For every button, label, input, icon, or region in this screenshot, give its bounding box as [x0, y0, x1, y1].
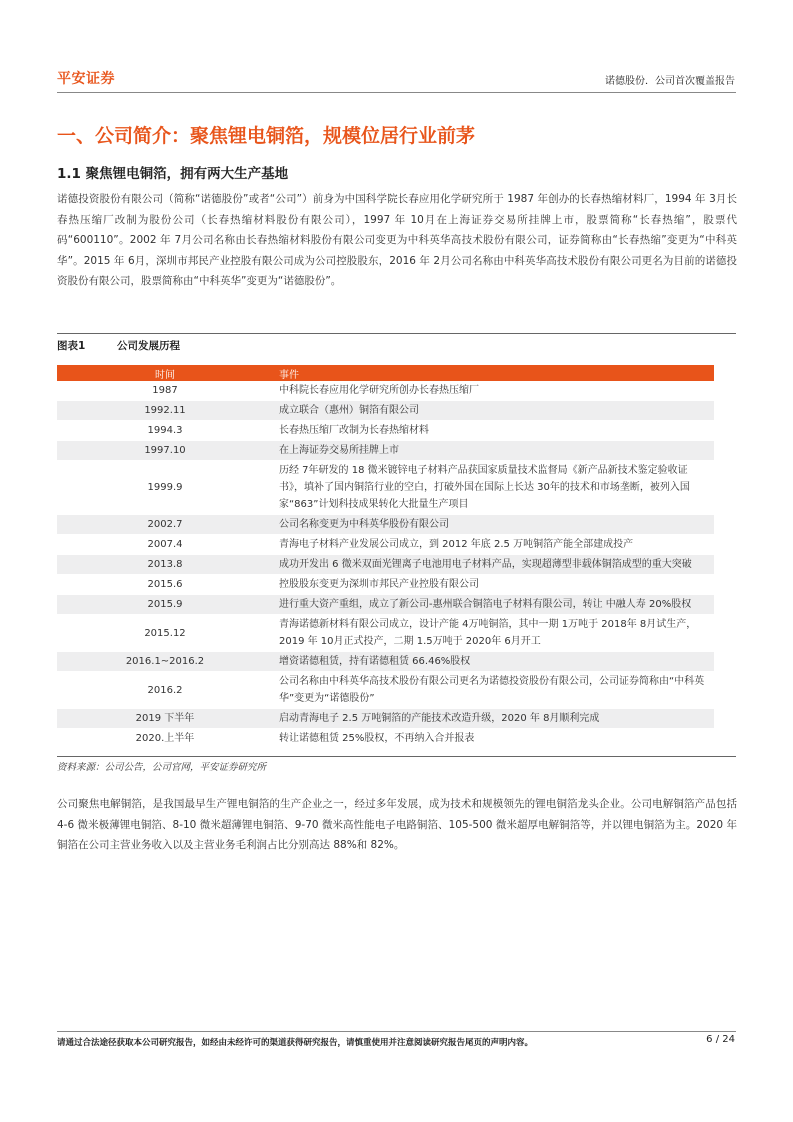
footer-divider	[57, 1031, 736, 1032]
cell-event: 长春热压缩厂改制为长春热缩材料	[273, 421, 714, 441]
figure-bottom-divider	[57, 756, 736, 757]
page-number: 6 / 24	[706, 1034, 735, 1045]
cell-event: 青海电子材料产业发展公司成立，到 2012 年底 2.5 万吨铜箔产能全部建成投产	[273, 535, 714, 555]
cell-time: 1987	[57, 381, 273, 401]
cell-time: 1994.3	[57, 421, 273, 441]
table-row	[57, 595, 714, 615]
cell-event: 成立联合（惠州）铜箔有限公司	[273, 401, 714, 421]
cell-time: 2016.2	[57, 672, 273, 709]
figure-label: 图表1	[57, 340, 86, 352]
table-row	[57, 401, 714, 421]
cell-event: 历经 7年研发的 18 微米镀锌电子材料产品获国家质量技术监督局《新产品新技术鉴定验收证书》，填补了国内铜箔行业的空白，打破外国在国际上长达 30年的技术和市场垄断，被列入国家“863”计划科技成果转化大批量生产项目	[273, 461, 714, 515]
cell-event: 进行重大资产重组，成立了新公司-惠州联合铜箔电子材料有限公司，转让 中融人寿 20%股权	[273, 595, 714, 615]
table-row	[57, 381, 714, 401]
cell-time: 2015.12	[57, 615, 273, 652]
report-title: 诺德股份．公司首次覆盖报告	[605, 76, 735, 87]
column-header-time: 时间	[57, 365, 273, 381]
intro-paragraph: 诺德投资股份有限公司（简称“诺德股份”或者“公司”）前身为中国科学院长春应用化学研究所于 1987 年创办的长春热缩材料厂，1994 年 3月长春热压缩厂改制为股份公司（长春热缩材料股份有限公司），1997 年 10月在上海证券交易所挂牌上市，股票简称“长春热缩”，股票代码“600110”。2002 年 7月公司名称由长春热缩材料股份有限公司变更为中科英华高技术股份有限公司，证券简称由“长春热缩”变更为“中科英华”。2015 年 6月，深圳市邦民产业控股有限公司成为公司控股股东，2016 年 2月公司名称由中科英华高技术股份有限公司更名为目前的诺德投资股份有限公司，股票简称由“中科英华”变更为“诺德股份”。	[57, 193, 737, 287]
table-row	[57, 555, 714, 575]
cell-event: 在上海证券交易所挂牌上市	[273, 441, 714, 461]
table-row	[57, 461, 714, 515]
table-row	[57, 535, 714, 555]
table-row	[57, 515, 714, 535]
figure-source: 资料来源：公司公告，公司官网，平安证券研究所	[57, 762, 267, 773]
brand-logo: 平安证券	[57, 71, 115, 87]
cell-event: 公司名称变更为中科英华股份有限公司	[273, 515, 714, 535]
table-body	[57, 381, 714, 749]
cell-time: 2007.4	[57, 535, 273, 555]
column-header-event: 事件	[273, 365, 714, 381]
section-title: 一、公司简介：聚焦锂电铜箔，规模位居行业前茅	[57, 125, 476, 147]
footer-disclaimer: 请通过合法途径获取本公司研究报告，如经由未经许可的渠道获得研究报告，请慎重使用并注意阅读研究报告尾页的声明内容。	[57, 1038, 534, 1048]
table-row	[57, 421, 714, 441]
cell-time: 2016.1~2016.2	[57, 652, 273, 672]
cell-time: 1999.9	[57, 461, 273, 515]
cell-time: 2002.7	[57, 515, 273, 535]
cell-time: 2015.9	[57, 595, 273, 615]
cell-event: 启动青海电子 2.5 万吨铜箔的产能技术改造升级，2020 年 8月顺利完成	[273, 709, 714, 729]
table-row	[57, 729, 714, 749]
table-row	[57, 709, 714, 729]
figure-top-divider	[57, 333, 736, 334]
cell-time: 1992.11	[57, 401, 273, 421]
cell-event: 控股股东变更为深圳市邦民产业控股有限公司	[273, 575, 714, 595]
table-header-row	[57, 365, 714, 381]
header-divider	[57, 92, 736, 93]
cell-time: 1997.10	[57, 441, 273, 461]
cell-event: 成功开发出 6 微米双面光锂离子电池用电子材料产品，实现超薄型非载体铜箔成型的重大突破	[273, 555, 714, 575]
cell-time: 2020.上半年	[57, 729, 273, 749]
figure-title	[57, 338, 180, 353]
table-row	[57, 615, 714, 652]
history-table	[57, 365, 714, 749]
subsection-title: 1.1 聚焦锂电铜箔，拥有两大生产基地	[57, 166, 289, 182]
cell-event: 增资诺德租赁，持有诺德租赁 66.46%股权	[273, 652, 714, 672]
cell-time: 2015.6	[57, 575, 273, 595]
table-row	[57, 575, 714, 595]
table-row	[57, 652, 714, 672]
cell-event: 公司名称由中科英华高技术股份有限公司更名为诺德投资股份有限公司，公司证券简称由“中科英华”变更为“诺德股份”	[273, 672, 714, 709]
cell-event: 青海诺德新材料有限公司成立，设计产能 4万吨铜箔，其中一期 1万吨于 2018年 8月试生产，2019 年 10月正式投产，二期 1.5万吨于 2020年 6月开工	[273, 615, 714, 652]
cell-event: 中科院长春应用化学研究所创办长春热压缩厂	[273, 381, 714, 401]
table-row	[57, 672, 714, 709]
business-paragraph: 公司聚焦电解铜箔，是我国最早生产锂电铜箔的生产企业之一，经过多年发展，成为技术和规模领先的锂电铜箔龙头企业。公司电解铜箔产品包括 4-6 微米极薄锂电铜箔、8-10 微米超薄锂电铜箔、9-70 微米高性能电子电路铜箔、105-500 微米超厚电解铜箔等，并以锂电铜箔为主。2020 年铜箔在公司主营业务收入以及主营业务毛利润占比分别高达 88%和 82%。	[57, 798, 737, 851]
cell-time: 2019 下半年	[57, 709, 273, 729]
figure-caption: 公司发展历程	[117, 340, 180, 352]
table-row	[57, 441, 714, 461]
cell-time: 2013.8	[57, 555, 273, 575]
cell-event: 转让诺德租赁 25%股权，不再纳入合并报表	[273, 729, 714, 749]
